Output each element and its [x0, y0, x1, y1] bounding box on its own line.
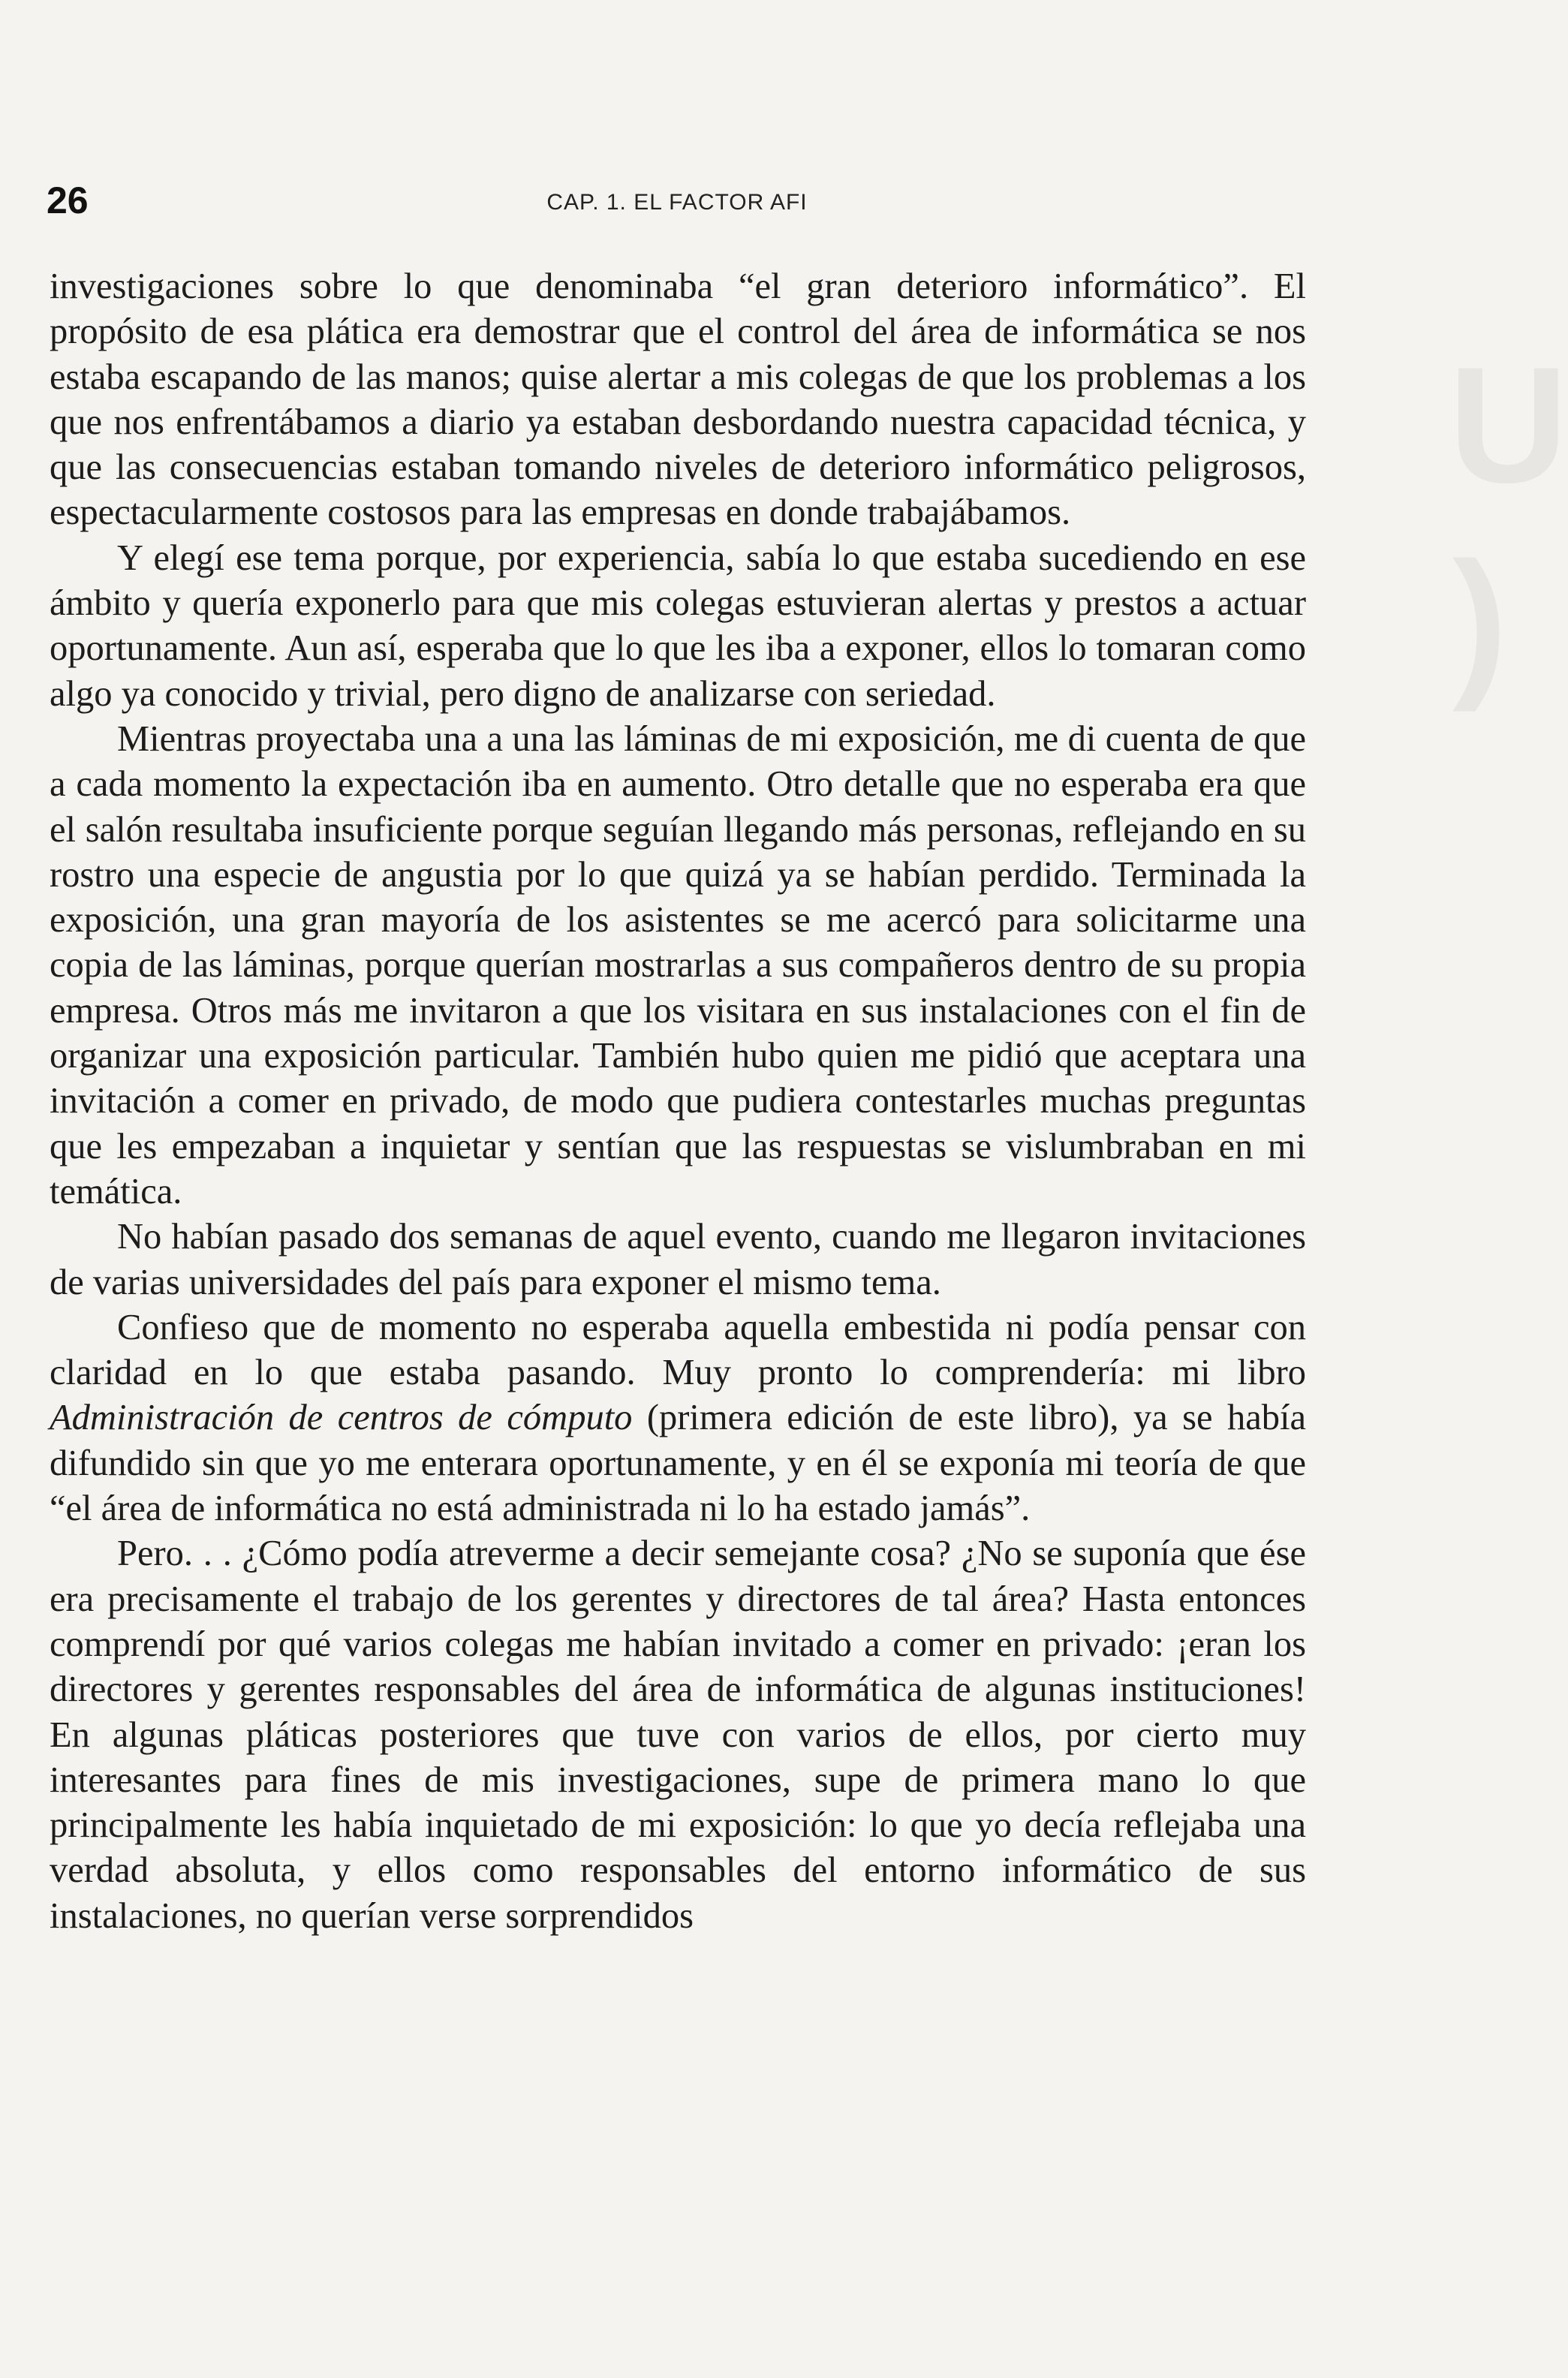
paragraph-text: Mientras proyectaba una a una las láminas de mi exposición, me di cuenta de que a cada momento la expectación iba en aumento. Otro detalle que no esperaba era que el salón resultaba insuficiente porque seguían llegando más personas, reflejando en su rostro una especie de angustia por lo que quizá ya se habían perdido. Terminada la exposición, una gran mayoría de los asistentes se me acercó para solicitarme una copia de las láminas, porque querían mostrarlas a sus compañeros dentro de su propia empresa. Otros más me invitaron a que los visitara en sus instalaciones con el fin de organizar una exposición particular. También hubo quien me pidió que aceptara una invitación a comer en privado, de modo que pudiera contestarles muchas preguntas que les empezaban a inquietar y sentían que las respuestas se vislumbraban en mi temática. [50, 718, 1306, 1212]
paragraph-text: Y elegí ese tema porque, por experiencia, sabía lo que estaba sucediendo en ese ámbito y quería exponerlo para que mis colegas estuvieran alertas y prestos a actuar oportunamente. Aun así, esperaba que lo que les iba a exponer, ellos lo tomaran como algo ya conocido y trivial, pero digno de analizarse con seriedad. [50, 537, 1306, 714]
book-title-italic: Administración de centros de cómputo [50, 1398, 633, 1438]
paragraph [50, 264, 1306, 536]
paragraph-text: (primera edición de este libro), ya se había difundido sin que yo me enterara oportunamente, y en él se exponía mi teoría de que “el área de informática no está administrada ni lo ha estado jamás”. [50, 1398, 1306, 1529]
running-head: CAP. 1. EL FACTOR AFI [546, 190, 808, 215]
paragraph [50, 717, 1306, 1215]
page-number: 26 [47, 179, 89, 221]
paragraph-text: investigaciones sobre lo que denominaba “el gran deterioro informático”. El propósito de esa plática era demostrar que el control del área de informática se nos estaba escapando de las manos; quise alertar a mis colegas de que los problemas a los que nos enfrentábamos a diario ya estaban desbordando nuestra capacidad técnica, y que las consecuencias estaban tomando niveles de deterioro informático peligrosos, espectacularmente costosos para las empresas en donde trabajábamos. [50, 266, 1306, 533]
body-text [50, 264, 1306, 1939]
paragraph-text: No habían pasado dos semanas de aquel evento, cuando me llegaron invitaciones de varias universidades del país para exponer el mismo tema. [50, 1217, 1306, 1302]
paragraph [50, 1215, 1306, 1305]
paragraph-text: Pero. . . ¿Cómo podía atreverme a decir semejante cosa? ¿No se suponía que ése era precisamente el trabajo de los gerentes y directores de tal área? Hasta entonces comprendí por qué varios colegas me habían invitado a comer en privado: ¡eran los directores y gerentes responsables del área de informática de algunas instituciones! En algunas pláticas posteriores que tuve con varios de ellos, por cierto muy interesantes para fines de mis investigaciones, supe de primera mano lo que principalmente les había inquietado de mi exposición: lo que yo decía reflejaba una verdad absoluta, y ellos como responsables del entorno informático de sus instalaciones, no querían verse sorprendidos [50, 1534, 1306, 1936]
paragraph [50, 1531, 1306, 1939]
paragraph [50, 1305, 1306, 1531]
paragraph-text: Confieso que de momento no esperaba aquella embestida ni podía pensar con claridad en lo que estaba pasando. Muy pronto lo comprendería: mi libro [50, 1307, 1306, 1393]
paragraph [50, 536, 1306, 717]
page-header [47, 174, 1308, 227]
bleed-through-mark: ) [1452, 528, 1508, 712]
bleed-through-mark: U [1449, 333, 1568, 517]
